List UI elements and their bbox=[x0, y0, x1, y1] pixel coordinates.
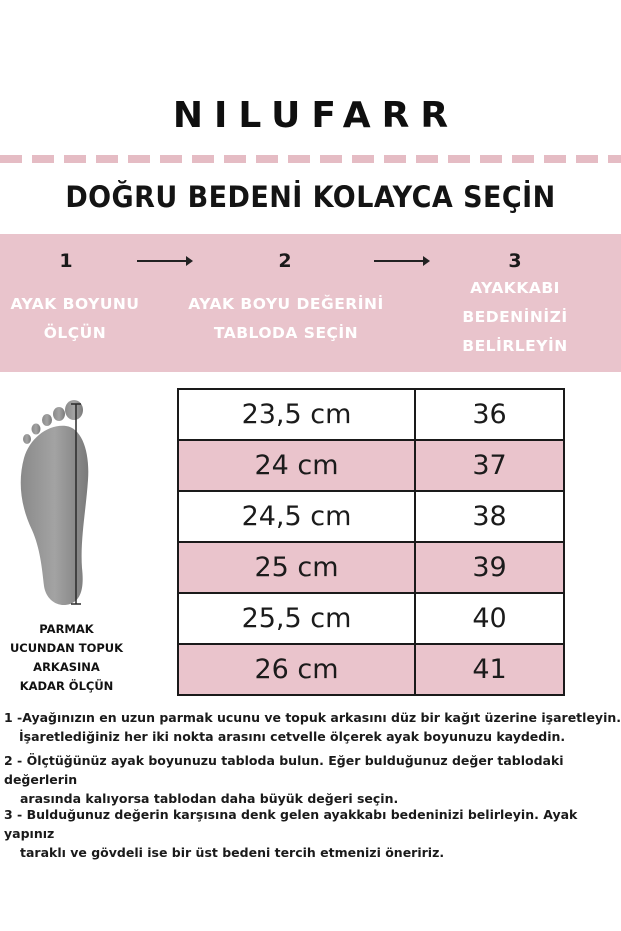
size-chart-table bbox=[177, 388, 565, 696]
table-row bbox=[178, 440, 564, 491]
instruction-3: 3 - Bulduğunuz değerin karşısına denk gelen ayakkabı bedeninizi belirleyin. Ayak yapınız taraklı ve gövdeli ise bir üst bedeni tercih etmenizi öneririz. bbox=[4, 807, 578, 860]
step-1-text: AYAK BOYUNU ÖLÇÜN bbox=[10, 295, 140, 342]
steps-band bbox=[0, 234, 621, 372]
table-row bbox=[178, 644, 564, 695]
instruction-1: 1 -Ayağınızın en uzun parmak ucunu ve topuk arkasını düz bir kağıt üzerine işaretleyin. İşaretlediğiniz her iki nokta arasını cetvelle ölçerek ayak boyunuzu kaydedin. bbox=[4, 710, 621, 744]
foot-measure-icon bbox=[14, 400, 100, 612]
step-2-text: AYAK BOYU DEĞERİNİ TABLODA SEÇİN bbox=[188, 295, 384, 342]
foot-length-cell: 26 cm bbox=[178, 644, 415, 695]
shoe-size-cell: 41 bbox=[415, 644, 564, 695]
shoe-size-cell: 36 bbox=[415, 389, 564, 440]
brand-logo-text: NILUFARR bbox=[172, 95, 460, 136]
step-2-number: 2 bbox=[278, 250, 292, 272]
instruction-2: 2 - Ölçtüğünüz ayak boyunuzu tabloda bulun. Eğer bulduğunuz değer tablodaki değerlerin arasında kalıyorsa tablodan daha büyük değeri seçin. bbox=[4, 753, 564, 806]
shoe-size-cell: 38 bbox=[415, 491, 564, 542]
foot-length-cell: 25,5 cm bbox=[178, 593, 415, 644]
page-headline: DOĞRU BEDENİ KOLAYCA SEÇİN bbox=[65, 180, 556, 214]
arrow-right-icon bbox=[137, 260, 191, 262]
table-row bbox=[178, 542, 564, 593]
foot-length-cell: 24,5 cm bbox=[178, 491, 415, 542]
table-row bbox=[178, 491, 564, 542]
table-row bbox=[178, 593, 564, 644]
step-1-number: 1 bbox=[59, 250, 73, 272]
shoe-size-cell: 39 bbox=[415, 542, 564, 593]
foot-length-cell: 25 cm bbox=[178, 542, 415, 593]
shoe-size-cell: 37 bbox=[415, 440, 564, 491]
foot-caption: PARMAK UCUNDAN TOPUK ARKASINA KADAR ÖLÇÜN bbox=[9, 622, 124, 693]
foot-length-cell: 24 cm bbox=[178, 440, 415, 491]
shoe-size-cell: 40 bbox=[415, 593, 564, 644]
step-3-number: 3 bbox=[508, 250, 522, 272]
step-3-text: AYAKKABI BEDENİNİZİ BELİRLEYİN bbox=[462, 279, 568, 355]
foot-length-cell: 23,5 cm bbox=[178, 389, 415, 440]
dashed-divider bbox=[0, 155, 621, 163]
arrow-right-icon bbox=[374, 260, 428, 262]
table-row bbox=[178, 389, 564, 440]
